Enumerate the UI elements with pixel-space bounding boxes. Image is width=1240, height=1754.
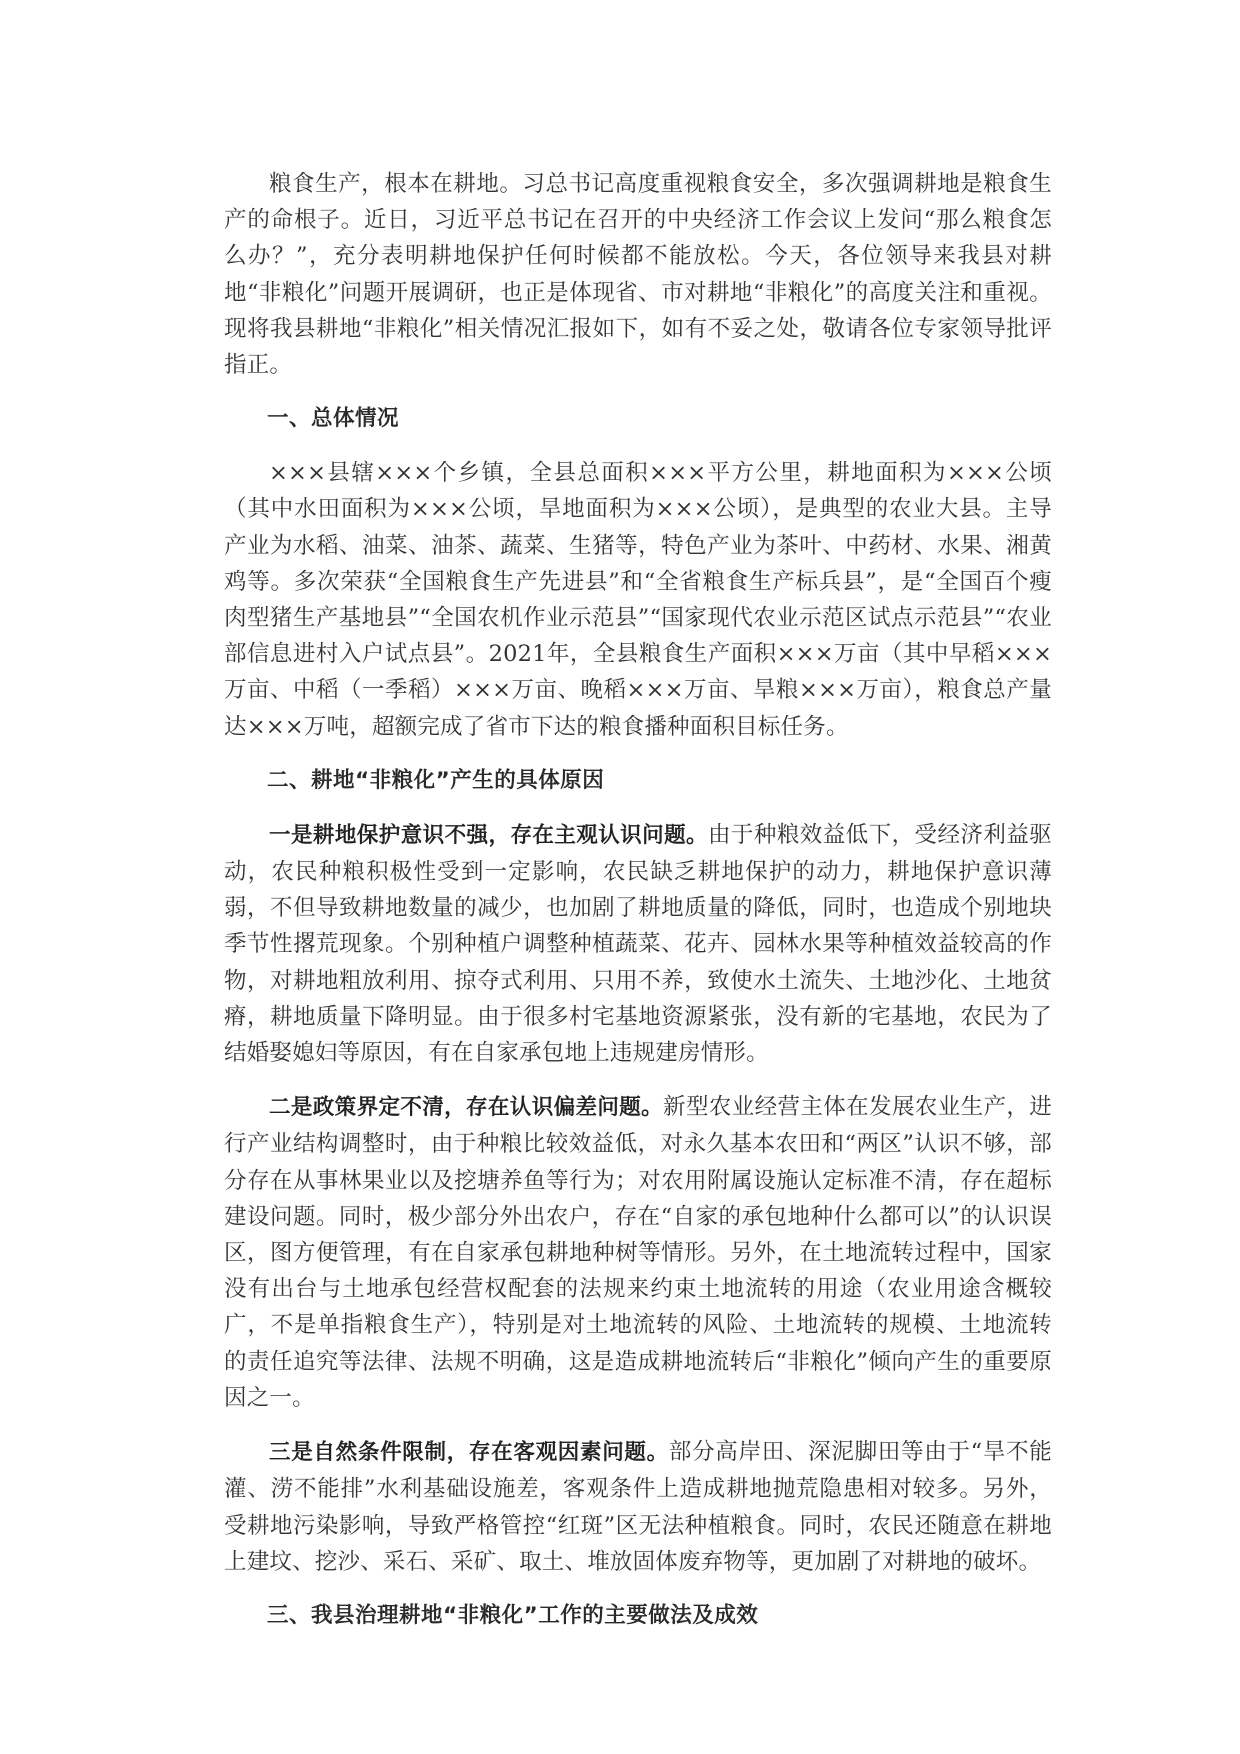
- overview-paragraph: ×××县辖×××个乡镇，全县总面积×××平方公里，耕地面积为×××公顷（其中水田面积为×××公顷，旱地面积为×××公顷），是典型的农业大县。主导产业为水稻、油菜、油茶、蔬菜、生猪等，特色产业为茶叶、中药材、水果、湘黄鸡等。多次荣获“全国粮食生产先进县”和“全省粮食生产标兵县”，是“全国百个瘦肉型猪生产基地县”“全国农机作业示范县”“国家现代农业示范区试点示范县”“农业部信息进村入户试点县”。2021年，全县粮食生产面积×××万亩（其中早稻×××万亩、中稻（一季稻）×××万亩、晚稻×××万亩、旱粮×××万亩），粮食总产量达×××万吨，超额完成了省市下达的粮食播种面积目标任务。: [224, 460, 1052, 740]
- intro-paragraph: 粮食生产，根本在耕地。习总书记高度重视粮食安全，多次强调耕地是粮食生产的命根子。近日，习近平总书记在召开的中央经济工作会议上发问“那么粮食怎么办？”，充分表明耕地保护任何时候都不能放松。今天，各位领导来我县对耕地“非粮化”问题开展调研，也正是体现省、市对耕地“非粮化”的高度关注和重视。现将我县耕地“非粮化”相关情况汇报如下，如有不妥之处，敬请各位专家领导批评指正。: [224, 171, 1052, 379]
- cause-paragraph-1: [224, 817, 1052, 1071]
- cause-lead-1: 一是耕地保护意识不强，存在主观认识问题。: [269, 822, 708, 848]
- cause-paragraph-3: [224, 1434, 1052, 1580]
- cause-paragraph-2: [224, 1089, 1052, 1416]
- cause-lead-3: 三是自然条件限制，存在客观因素问题。: [269, 1440, 669, 1466]
- cause-body-3: 部分高岸田、深泥脚田等由于“旱不能灌、涝不能排”水利基础设施差，客观条件上造成耕地抛荒隐患相对较多。另外，受耕地污染影响，导致严格管控“红斑”区无法种植粮食。同时，农民还随意在耕地上建坟、挖沙、采石、采矿、取土、堆放固体废弃物等，更加剧了对耕地的破坏。: [224, 1439, 1052, 1575]
- cause-body-1: 由于种粮效益低下，受经济利益驱动，农民种粮积极性受到一定影响，农民缺乏耕地保护的动力，耕地保护意识薄弱，不但导致耕地数量的减少，也加剧了耕地质量的降低，同时，也造成个别地块季节性撂荒现象。个别种植户调整种植蔬菜、花卉、园林水果等种植效益较高的作物，对耕地粗放利用、掠夺式利用、只用不养，致使水土流失、土地沙化、土地贫瘠，耕地质量下降明显。由于很多村宅基地资源紧张，没有新的宅基地，农民为了结婚娶媳妇等原因，有在自家承包地上违规建房情形。: [224, 821, 1052, 1067]
- cause-lead-2: 二是政策界定不清，存在认识偏差问题。: [269, 1095, 664, 1121]
- section-heading-overview: 一、总体情况: [267, 406, 400, 432]
- section-heading-measures: 三、我县治理耕地“非粮化”工作的主要做法及成效: [267, 1602, 759, 1628]
- document-page: [224, 166, 1052, 1652]
- section-heading-causes: 二、耕地“非粮化”产生的具体原因: [267, 767, 605, 793]
- cause-body-2: 新型农业经营主体在发展农业生产，进行产业结构调整时，由于种粮比较效益低，对永久基本农田和“两区”认识不够，部分存在从事林果业以及挖塘养鱼等行为；对农用附属设施认定标准不清，存在超标建设问题。同时，极少部分外出农户，存在“自家的承包地种什么都可以”的认识误区，图方便管理，有在自家承包耕地种树等情形。另外，在土地流转过程中，国家没有出台与土地承包经营权配套的法规来约束土地流转的用途（农业用途含概较广，不是单指粮食生产），特别是对土地流转的风险、土地流转的规模、土地流转的责任追究等法律、法规不明确，这是造成耕地流转后“非粮化”倾向产生的重要原因之一。: [224, 1094, 1052, 1411]
